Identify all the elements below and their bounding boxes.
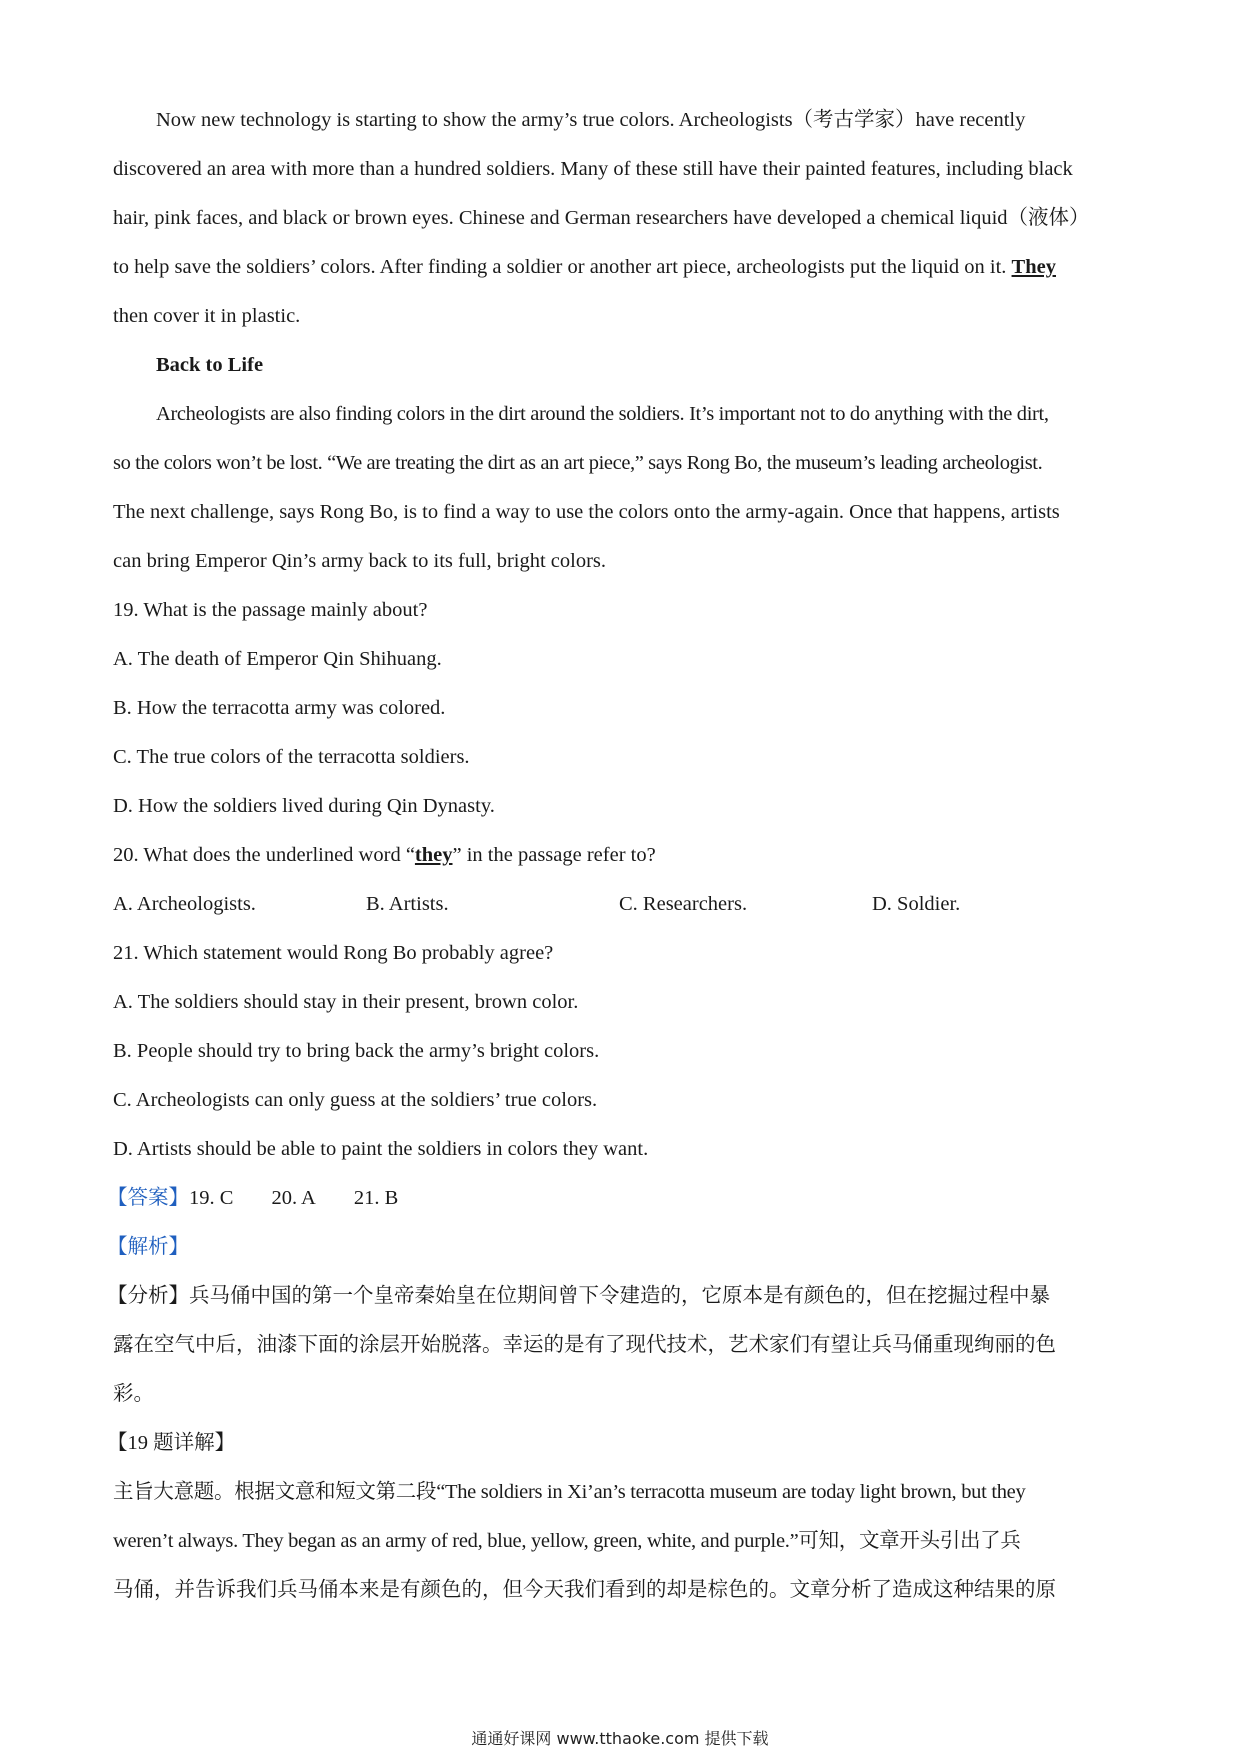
question-21-option-d: D. Artists should be able to paint the soldiers in colors they want. — [113, 1138, 649, 1160]
question-21-stem: 21. Which statement would Rong Bo probably agree? — [113, 942, 554, 964]
answer-19: 19. C — [189, 1187, 234, 1209]
answer-line — [107, 1174, 1133, 1223]
question-21-option-b: B. People should try to bring back the army’s bright colors. — [113, 1040, 600, 1062]
q19-detail-line: 马俑，并告诉我们兵马俑本来是有颜色的，但今天我们看到的却是棕色的。文章分析了造成这种结果的原 — [113, 1579, 1056, 1601]
page-footer: 通通好课网 www.tthaoke.com 提供下载 — [471, 1729, 769, 1748]
passage-line: can bring Emperor Qin’s army back to its full, bright colors. — [113, 550, 607, 572]
passage-line: hair, pink faces, and black or brown eyes. Chinese and German researchers have developed a chemical liquid（液体） — [113, 207, 1090, 229]
passage-text: to help save the soldiers’ colors. After finding a soldier or another art piece, archeologists put the liquid on it. — [113, 256, 1007, 278]
question-20-underlined-word: they — [414, 844, 453, 866]
question-19-option-d: D. How the soldiers lived during Qin Dynasty. — [113, 795, 495, 817]
question-20-stem-after: ” in the passage refer to? — [452, 844, 656, 866]
question-19-stem: 19. What is the passage mainly about? — [113, 599, 428, 621]
answer-21: 21. B — [353, 1187, 399, 1209]
passage-line: then cover it in plastic. — [113, 305, 301, 327]
underlined-word: They — [1011, 256, 1056, 278]
passage-line: The next challenge, says Rong Bo, is to find a way to use the colors onto the army-again. Once that happens, artists — [113, 501, 1060, 523]
passage-line: so the colors won’t be lost. “We are treating the dirt as an art piece,” says Rong Bo, the museum’s leading archeologist. — [113, 452, 1043, 474]
question-21-option-c: C. Archeologists can only guess at the soldiers’ true colors. — [113, 1089, 598, 1111]
question-20-option-b: B. Artists. — [366, 893, 449, 915]
analysis-fenxi-line: 彩。 — [113, 1383, 154, 1405]
analysis-fenxi-line: 露在空气中后，油漆下面的涂层开始脱落。幸运的是有了现代技术，艺术家们有望让兵马俑重现绚丽的色 — [113, 1334, 1056, 1356]
document-page — [107, 96, 1133, 1615]
passage-line: Archeologists are also finding colors in the dirt around the soldiers. It’s important not to do anything with the dirt, — [156, 403, 1049, 425]
answer-20: 20. A — [271, 1187, 316, 1209]
q19-detail-line: 主旨大意题。根据文意和短文第二段“The soldiers in Xi’an’s terracotta museum are today light brown, but they — [113, 1481, 1026, 1503]
section-heading: Back to Life — [156, 354, 264, 376]
question-20-option-c: C. Researchers. — [619, 893, 748, 915]
passage-line: Now new technology is starting to show the army’s true colors. Archeologists（考古学家）have recently — [156, 109, 1026, 131]
question-19-option-a: A. The death of Emperor Qin Shihuang. — [113, 648, 442, 670]
question-20-stem — [113, 831, 1133, 880]
question-19-option-c: C. The true colors of the terracotta soldiers. — [113, 746, 470, 768]
q19-detail-label: 【19 题详解】 — [107, 1432, 236, 1454]
analysis-label: 【解析】 — [107, 1236, 189, 1258]
answer-label: 【答案】 — [107, 1187, 189, 1209]
passage-line: discovered an area with more than a hundred soldiers. Many of these still have their painted features, including black — [113, 158, 1073, 180]
q19-detail-line: weren’t always. They began as an army of red, blue, yellow, green, white, and purple.”可知，文章开头引出了兵 — [113, 1530, 1021, 1552]
fenxi-label: 【分析】 — [107, 1285, 189, 1307]
passage-line — [113, 243, 1133, 292]
question-20-stem-before: 20. What does the underlined word “ — [113, 844, 415, 866]
analysis-fenxi-line — [107, 1272, 1133, 1321]
question-20-option-a: A. Archeologists. — [113, 893, 256, 915]
question-20-options — [113, 880, 1133, 929]
question-19-option-b: B. How the terracotta army was colored. — [113, 697, 446, 719]
fenxi-text: 兵马俑中国的第一个皇帝秦始皇在位期间曾下令建造的，它原本是有颜色的，但在挖掘过程中暴 — [189, 1285, 1050, 1307]
question-21-option-a: A. The soldiers should stay in their present, brown color. — [113, 991, 579, 1013]
question-20-option-d: D. Soldier. — [872, 893, 961, 915]
